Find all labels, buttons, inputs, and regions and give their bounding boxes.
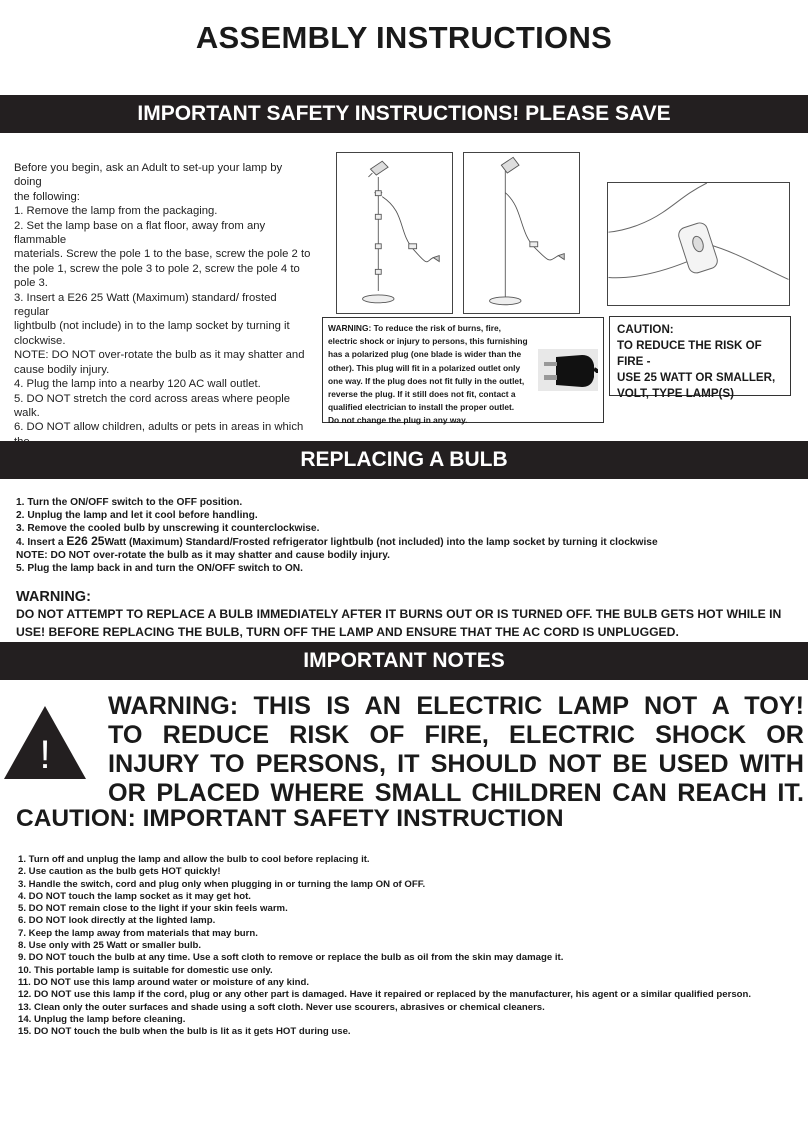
warning-line: one way. If the plug does not fit fully in the outlet, — [328, 375, 525, 386]
note-item: 14. Unplug the lamp before cleaning. — [18, 1013, 186, 1025]
note-item: 6. DO NOT look directly at the lighted lamp. — [18, 915, 216, 927]
note-item: 11. DO NOT use this lamp around water or moisture of any kind. — [18, 976, 310, 988]
floor-lamp-icon — [464, 153, 579, 313]
note-item: 7. Keep the lamp away from materials that may burn. — [18, 927, 258, 939]
note-item: 2. Use caution as the bulb gets HOT quickly! — [18, 866, 221, 878]
bulb-step: 1. Turn the ON/OFF switch to the OFF position. — [16, 497, 243, 508]
warning-triangle-icon — [4, 706, 86, 779]
caution-heading: CAUTION: IMPORTANT SAFETY INSTRUCTION — [16, 805, 564, 832]
lamp-exploded-icon — [337, 153, 452, 313]
note-item: 8. Use only with 25 Watt or smaller bulb. — [18, 940, 202, 952]
exclamation-mark: ! — [39, 733, 51, 777]
section-header-safety: IMPORTANT SAFETY INSTRUCTIONS! PLEASE SAVE — [0, 95, 808, 133]
section-header-notes: IMPORTANT NOTES — [0, 642, 808, 680]
intro-instructions — [14, 161, 312, 478]
bulb-step — [16, 535, 806, 549]
polarized-plug-icon — [538, 349, 598, 391]
bulb-warning-text: DO NOT ATTEMPT TO REPLACE A BULB IMMEDIATELY AFTER IT BURNS OUT OR IS TURNED OFF. THE BULB GETS HOT WHILE IN USE! BEFORE REPLACING THE BULB, TURN OFF THE LAMP AND ENSURE THAT THE AC CORD IS UNPLUGGED. — [16, 607, 782, 639]
replace-bulb-steps — [16, 496, 806, 575]
warning-line: reverse the plug. If it still does not fit, contact a — [328, 389, 516, 400]
note-item: 4. DO NOT touch the lamp socket as it may get hot. — [18, 890, 251, 902]
intro-line: 1. Remove the lamp from the packaging. — [14, 205, 218, 218]
caution-line: TO REDUCE THE RISK OF FIRE - — [617, 339, 762, 368]
intro-line: lightbulb (not include) in to the lamp socket by turning it — [14, 320, 290, 333]
lamp-assembly-illustration — [336, 152, 453, 314]
intro-line: NOTE: DO NOT over-rotate the bulb as it may shatter and — [14, 349, 305, 362]
bulb-step: 3. Remove the cooled bulb by unscrewing it counterclockwise. — [16, 523, 320, 534]
lamp-assembled-illustration — [463, 152, 580, 314]
big-warning-line: TO REDUCE RISK OF FIRE, ELECTRIC SHOCK OR — [108, 721, 804, 749]
intro-line: materials. Screw the pole 1 to the base, screw the pole 2 to — [14, 248, 311, 261]
cord-switch-illustration — [607, 182, 790, 306]
note-item: 12. DO NOT use this lamp if the cord, plug or any other part is damaged. Have it repaired or replaced by the manufacturer, his agent or a similar qualified person. — [18, 989, 752, 1001]
note-item: 15. DO NOT touch the bulb when the bulb is lit as it gets HOT during use. — [18, 1026, 351, 1038]
intro-line: the following: — [14, 190, 80, 203]
intro-line: clockwise. — [14, 334, 66, 347]
note-item: 3. Handle the switch, cord and plug only when plugging in or turning the lamp ON of OFF. — [18, 878, 426, 890]
intro-line: pole 3. — [14, 277, 48, 290]
caution-line: USE 25 WATT OR SMALLER, — [617, 371, 776, 384]
note-item: 10. This portable lamp is suitable for domestic use only. — [18, 964, 273, 976]
fire-risk-caution — [609, 316, 791, 400]
note-item: 9. DO NOT touch the bulb at any time. Use a soft cloth to remove or replace the bulb as oil from the skin may damage it. — [18, 952, 564, 964]
warning-line: WARNING: To reduce the risk of burns, fire, — [328, 323, 501, 333]
bulb-warning-heading: WARNING: — [16, 589, 91, 605]
intro-line: cause bodily injury. — [14, 363, 110, 376]
note-item: 13. Clean only the outer surfaces and shade using a soft cloth. Never use scourers, abrasives or chemical cleaners. — [18, 1001, 545, 1013]
bulb-step-part: Watt (Maximum) Standard/Frosted refrigerator lightbulb (not included) into the lamp socket by turning it clockwise — [104, 537, 658, 548]
intro-line: 5. DO NOT stretch the cord across areas where people walk. — [14, 392, 291, 419]
inline-switch-icon — [608, 183, 789, 305]
safety-notes-list — [18, 854, 808, 1038]
bulb-step: 5. Plug the lamp back in and turn the ON/OFF switch to ON. — [16, 563, 303, 574]
intro-line: 2. Set the lamp base on a flat floor, away from any flammable — [14, 219, 266, 247]
caution-line: CAUTION: — [617, 323, 674, 336]
bulb-type: E26 25 — [66, 534, 105, 548]
big-warning-line: WARNING: THIS IS AN ELECTRIC LAMP NOT A TOY! — [108, 692, 804, 720]
note-item: 5. DO NOT remain close to the light if your skin feels warm. — [18, 903, 288, 915]
caution-line: VOLT, TYPE LAMP(S) — [617, 387, 735, 400]
page-title: ASSEMBLY INSTRUCTIONS — [195, 20, 613, 55]
warning-line: electric shock or injury to persons, this furnishing — [328, 336, 528, 347]
bulb-note: NOTE: DO NOT over-rotate the bulb as it may shatter and cause bodily injury. — [16, 550, 390, 561]
electric-lamp-warning — [108, 692, 804, 808]
section-header-bulb: REPLACING A BULB — [0, 441, 808, 479]
warning-line: has a polarized plug (one blade is wider than the — [328, 349, 522, 360]
intro-line: 3. Insert a E26 25 Watt (Maximum) standard/ frosted regular — [14, 291, 277, 319]
intro-line: 4. Plug the lamp into a nearby 120 AC wall outlet. — [14, 378, 261, 391]
warning-line: Do not change the plug in any way. — [328, 415, 468, 426]
note-item: 1. Turn off and unplug the lamp and allow the bulb to cool before replacing it. — [18, 854, 370, 865]
bulb-step-part: 4. Insert a — [16, 537, 67, 548]
big-warning-line: INJURY TO PERSONS, IT SHOULD NOT BE USED WITH — [108, 750, 804, 778]
intro-line: the pole 1, screw the pole 3 to pole 2, screw the pole 4 to — [14, 262, 300, 275]
intro-line: 6. DO NOT allow children, adults or pets in areas in which — [14, 421, 304, 434]
warning-line: qualified electrician to install the proper outlet. — [328, 402, 515, 413]
intro-line: Before you begin, ask an Adult to set-up your lamp by doing — [14, 162, 283, 189]
bulb-step: 2. Unplug the lamp and let it cool before handling. — [16, 510, 258, 521]
warning-line: other). This plug will fit in a polarized outlet only — [328, 362, 521, 373]
big-warning-line: OR PLACED WHERE SMALL CHILDREN CAN REACH IT. — [108, 779, 804, 807]
